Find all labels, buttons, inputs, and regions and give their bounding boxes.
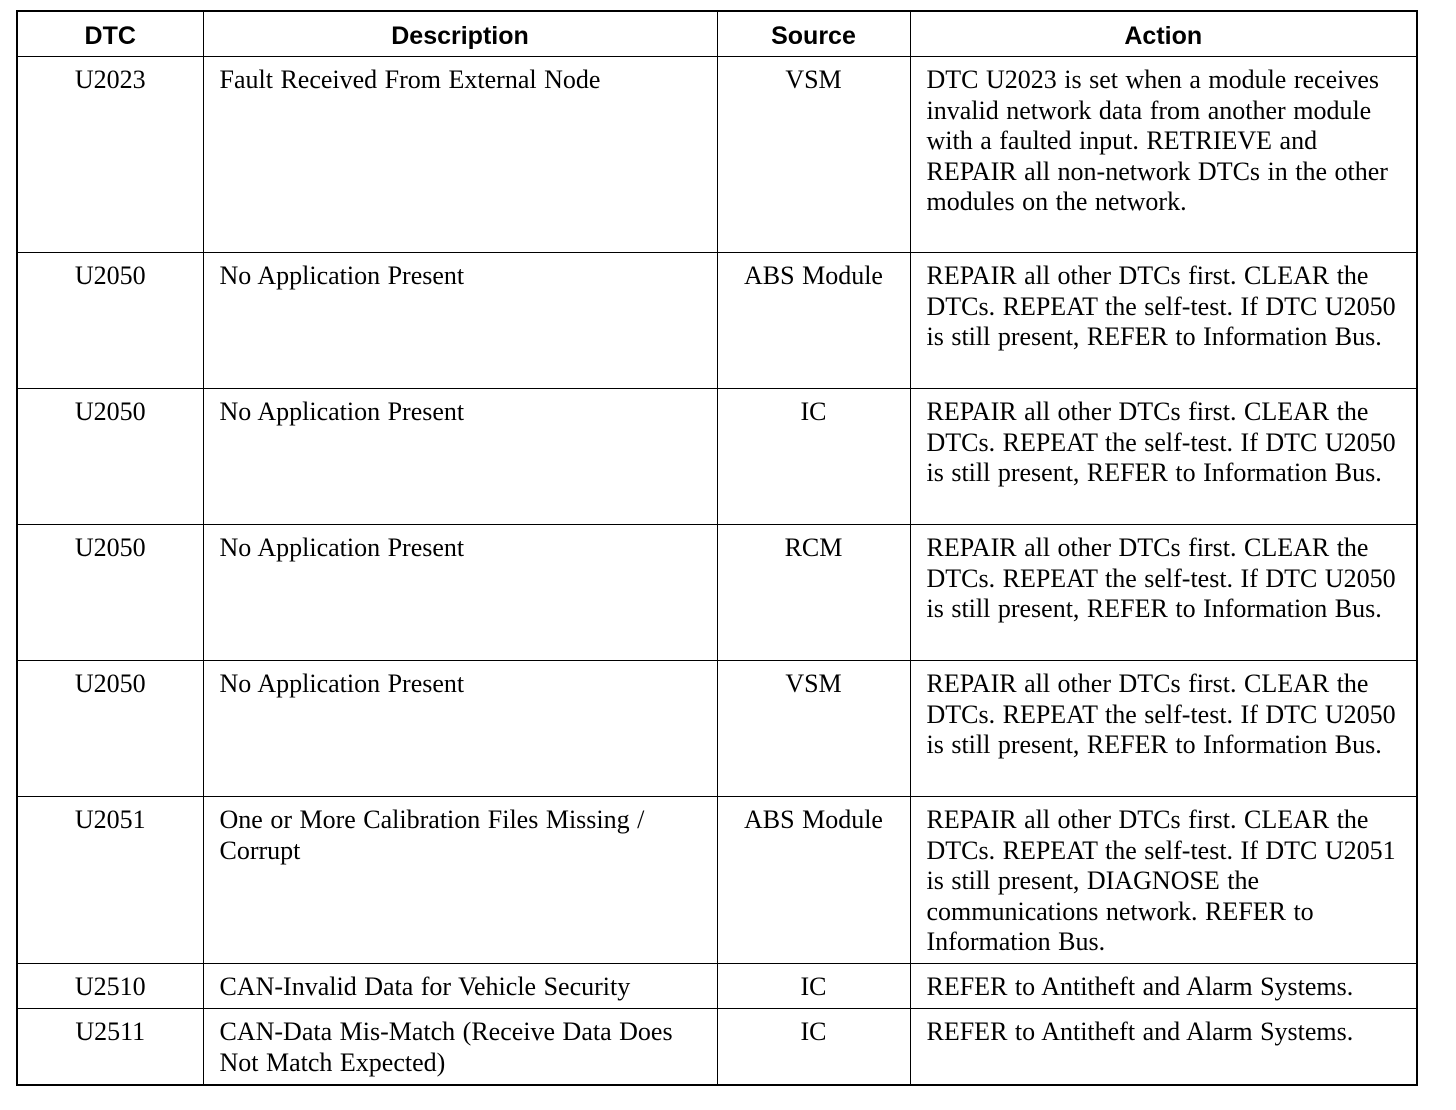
cell-dtc: U2050 [17,253,203,389]
cell-action: DTC U2023 is set when a module receives invalid network data from another module with a faulted input. RETRIEVE and REPAIR all non-network DTCs in the other modules on the network. [910,57,1417,253]
table-row [17,253,1417,389]
table-row [17,964,1417,1009]
table-row [17,389,1417,525]
header-source: Source [717,11,910,57]
cell-source: RCM [717,525,910,661]
table-row [17,797,1417,964]
cell-dtc: U2050 [17,661,203,797]
cell-description: CAN-Invalid Data for Vehicle Security [203,964,717,1009]
cell-action: REFER to Antitheft and Alarm Systems. [910,964,1417,1009]
cell-description: No Application Present [203,661,717,797]
cell-dtc: U2511 [17,1009,203,1086]
dtc-table [16,10,1418,1086]
cell-dtc: U2023 [17,57,203,253]
cell-source: VSM [717,661,910,797]
header-action: Action [910,11,1417,57]
cell-source: VSM [717,57,910,253]
cell-description: No Application Present [203,389,717,525]
cell-source: IC [717,1009,910,1086]
header-dtc: DTC [17,11,203,57]
cell-action: REFER to Antitheft and Alarm Systems. [910,1009,1417,1086]
table-row [17,661,1417,797]
cell-description: One or More Calibration Files Missing / Corrupt [203,797,717,964]
table-row [17,525,1417,661]
cell-description: No Application Present [203,253,717,389]
header-description: Description [203,11,717,57]
cell-action: REPAIR all other DTCs first. CLEAR the DTCs. REPEAT the self-test. If DTC U2050 is still present, REFER to Information Bus. [910,661,1417,797]
cell-description: No Application Present [203,525,717,661]
cell-action: REPAIR all other DTCs first. CLEAR the DTCs. REPEAT the self-test. If DTC U2050 is still present, REFER to Information Bus. [910,525,1417,661]
cell-source: ABS Module [717,253,910,389]
cell-source: IC [717,389,910,525]
table-row [17,1009,1417,1086]
cell-action: REPAIR all other DTCs first. CLEAR the DTCs. REPEAT the self-test. If DTC U2051 is still present, DIAGNOSE the communications network. REFER to Information Bus. [910,797,1417,964]
table-row [17,57,1417,253]
cell-source: ABS Module [717,797,910,964]
cell-action: REPAIR all other DTCs first. CLEAR the DTCs. REPEAT the self-test. If DTC U2050 is still present, REFER to Information Bus. [910,253,1417,389]
cell-action: REPAIR all other DTCs first. CLEAR the DTCs. REPEAT the self-test. If DTC U2050 is still present, REFER to Information Bus. [910,389,1417,525]
cell-dtc: U2050 [17,389,203,525]
cell-dtc: U2510 [17,964,203,1009]
cell-description: CAN-Data Mis-Match (Receive Data Does Not Match Expected) [203,1009,717,1086]
table-header-row [17,11,1417,57]
cell-description: Fault Received From External Node [203,57,717,253]
cell-dtc: U2051 [17,797,203,964]
cell-dtc: U2050 [17,525,203,661]
cell-source: IC [717,964,910,1009]
